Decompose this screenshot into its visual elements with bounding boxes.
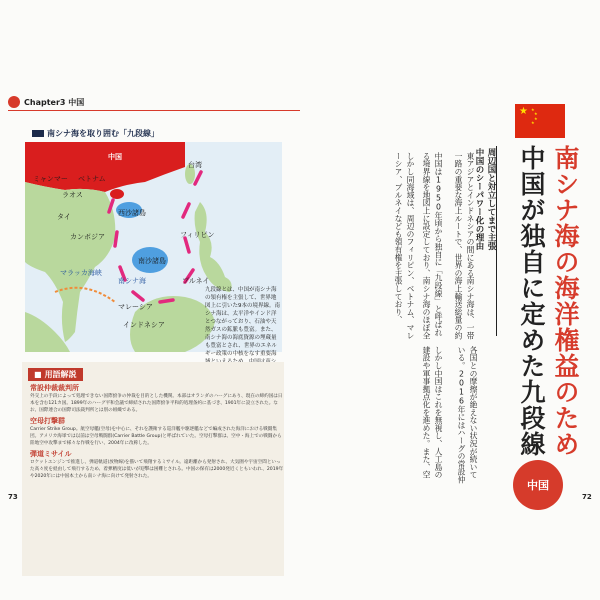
title-line-1: 南シナ海の海洋権益のため <box>551 145 580 457</box>
glossary-term: 弾道ミサイル <box>30 450 72 458</box>
label-vietnam: ベトナム <box>78 175 106 183</box>
body-text: 東アジアとインドネシアの間にある南シナ海は、一帯一路の重要な海上ルートで、世界の海上輸送総量の約 <box>454 152 475 340</box>
subtitle-line-2: 中国のシーパワー化の理由 <box>474 148 484 250</box>
label-south-china-sea: 南シナ海 <box>118 277 146 285</box>
glossary-body: 外交上の手段によって処理できない国際紛争の仲裁を目的とした機関。本部はオランダのハーグにあり、現在の締約国は日本を含む121カ国。1899年のハーグ平和会議で締結された国際紛争平和的処理条約に基づき、1901年に設立された。なお、国際連合の国際司法裁判所とは別の組織である。 <box>30 394 283 414</box>
map-title <box>32 128 159 139</box>
page-number-right: 72 <box>582 493 592 501</box>
flag-icon <box>32 130 44 137</box>
globe-icon <box>8 96 20 108</box>
subtitle-rule <box>496 146 497 336</box>
glossary-term: 空母打撃群 <box>30 417 65 425</box>
label-taiwan: 台湾 <box>188 161 202 169</box>
page-number-left: 73 <box>8 493 18 501</box>
glossary-heading-text: 用語解説 <box>44 370 77 379</box>
label-thailand: タイ <box>57 213 71 221</box>
label-china: 中国 <box>108 153 122 161</box>
star-icon: ★ <box>519 106 528 117</box>
body-text: 中国は1950年頃から独自に「九段線」と呼ばれる境界線を地図上に設定しており、南シナ海のほぼ全 <box>422 152 443 340</box>
map-title-text: 南シナ海を取り囲む「九段線」 <box>47 129 159 138</box>
book-icon: ■ <box>34 370 42 379</box>
chapter-header <box>8 96 84 108</box>
label-myanmar: ミャンマー <box>33 175 68 183</box>
body-text: しかし中国はこれを無視し、人工島の建設や軍事拠点化を進めた。また、空 <box>422 346 443 479</box>
glossary-body: ロケットエンジンで推進し、弾道軌道(放物線)を描いて飛翔するミサイル。遠距離から発射され、大気圏や宇宙空間といった高々度を経由して飛行するため、着弾精度は低いが迎撃は困難とされる。中国の保有は2000発近くともいわれ、2019年や2020年には中国本土から南シナ海に向けて発射された。 <box>30 460 284 480</box>
map-note: 九段線とは、中国が南シナ海の領有権を主張して、世界地図上に引いた9本の境界線。南シナ海は、太平洋やインド洋とつながっており、石油や天然ガスの鉱脈も豊富。また、南シナ海の海底資源の埋蔵量も豊富とされ、世界のエネルギー政策の中核をなす重要海 <box>205 287 281 357</box>
china-flag-icon: ★ ★ ★ ★ ★ <box>515 104 565 138</box>
china-emblem: 中国 <box>513 460 563 510</box>
body-text: しかし同海域は、周辺のフィリピン、ベトナム、マレーシア、ブルネイなども領有権を主張しており、 <box>394 152 415 340</box>
label-indonesia: インドネシア <box>123 321 165 329</box>
label-laos: ラオス <box>62 191 83 199</box>
label-spratly: 南沙諸島 <box>138 257 166 265</box>
subtitle-line-1: 周辺国と対立してまで主張 <box>486 148 496 250</box>
title-line-2: 中国が独自に定めた九段線 <box>517 145 546 457</box>
header-rule <box>8 110 300 111</box>
chapter-label: Chapter3 中国 <box>24 97 85 107</box>
label-malaysia: マレーシア <box>118 303 153 311</box>
glossary-heading <box>28 368 83 381</box>
label-malacca: マラッカ海峡 <box>60 269 102 277</box>
label-cambodia: カンボジア <box>70 233 105 241</box>
body-text: 各国との摩擦が絶えない状況が続いている。2016年にはハーグの常設仲 <box>457 346 478 484</box>
label-philippines: フィリピン <box>180 231 215 239</box>
glossary-body: Carrier Strike Group。航空母艦(空母)を中心に、それを護衛する巡洋艦や駆逐艦などで編成された海洋における戦闘集団。アメリカ海軍では以前は空母戦闘群(Carrier Battle Group)と呼ばれていた。空母打撃群は、空中・海上での戦闘から陸地空中攻撃まで様々な作戦を行い、2004年に改称した。 <box>30 427 282 447</box>
glossary-term: 常設仲裁裁判所 <box>30 384 79 392</box>
label-brunei: ブルネイ <box>182 277 210 285</box>
label-paracel: 西沙諸島 <box>118 209 146 217</box>
hainan-island <box>110 189 124 199</box>
